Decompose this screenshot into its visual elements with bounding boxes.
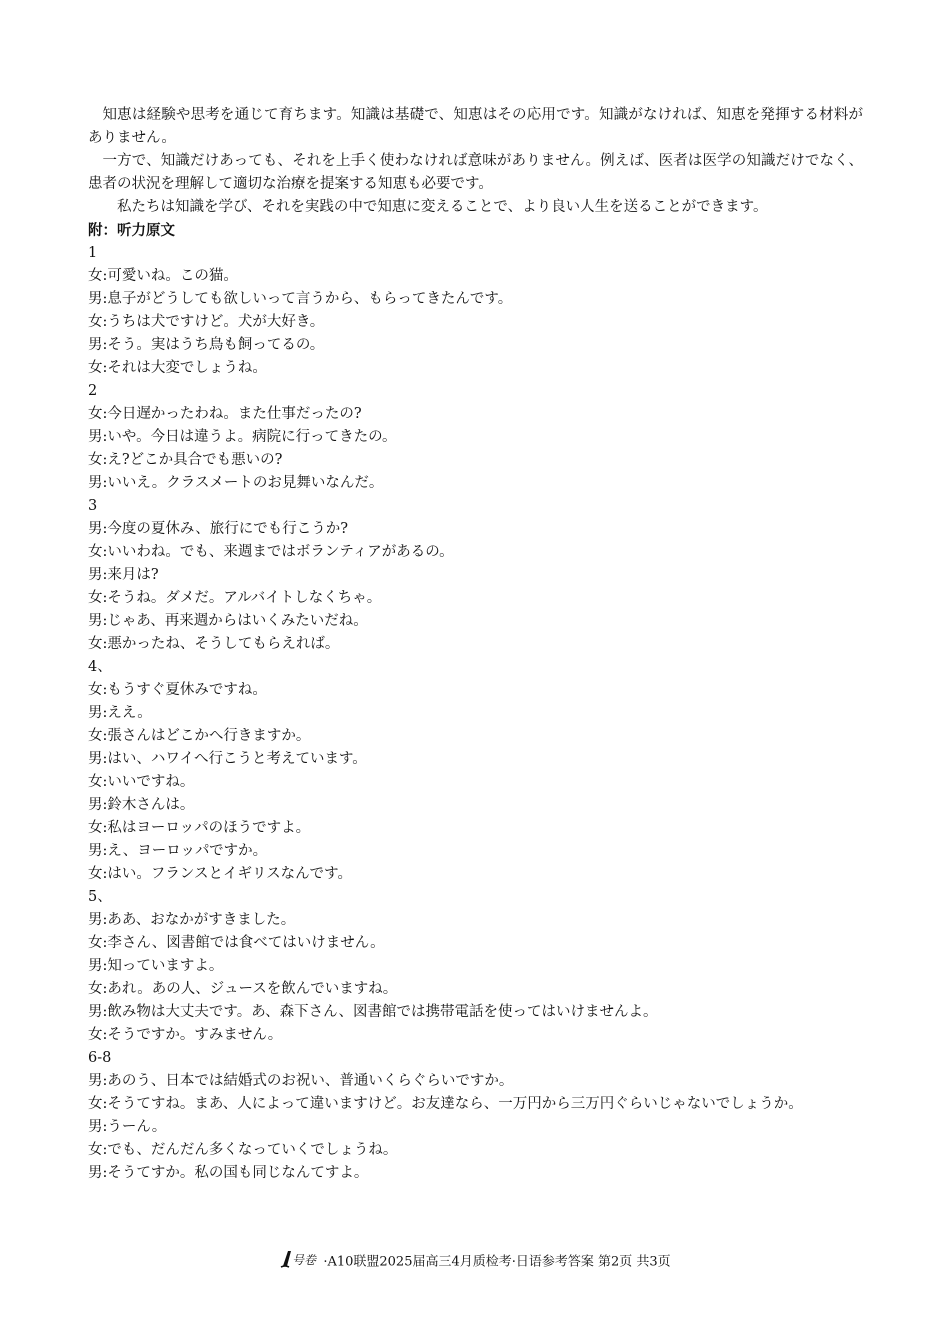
dialogue-line [88,932,863,955]
dialogue-line [88,1001,863,1024]
dialogue-line [88,334,863,357]
utterance-text: 鈴木さんは。 [107,797,195,813]
utterance-text: 李さん、図書館では食べてはいけません。 [107,935,385,951]
speaker-colon: : [102,774,108,790]
speaker-colon: : [102,268,108,284]
dialogue-line [88,472,863,495]
speaker-colon: : [102,682,108,698]
speaker-colon: : [102,820,108,836]
speaker-colon: : [102,613,108,629]
speaker-label: 女 [88,452,103,468]
passage-paragraph-2: 一方で、知識だけあっても、それを上手く使わなければ意味がありません。例えば、医者は医学の知識だけでなく、患者の状況を理解して適切な治療を提案する知恵も必要です。 [88,153,863,192]
utterance-text: いや。今日は違うよ。病院に行ってきたの。 [107,429,397,445]
section-number: 1 [88,245,98,261]
utterance-text: いいですね。 [107,774,195,790]
dialogue-line [88,541,863,564]
speaker-colon: : [102,360,108,376]
utterance-text: 来月は? [107,567,159,583]
speaker-colon: : [102,1165,108,1181]
speaker-label: 男 [88,705,103,721]
speaker-label: 女 [88,360,103,376]
utterance-text: え?どこか具合でも悪いの? [107,452,283,468]
transcript-heading: 附：听力原文 [88,222,175,239]
utterance-text: いいわね。でも、来週まではボランティアがあるの。 [107,544,454,560]
speaker-label: 女 [88,981,103,997]
utterance-text: はい。フランスとイギリスなんです。 [107,866,353,882]
dialogue-line [88,426,863,449]
speaker-label: 女 [88,544,103,560]
dialogue-line [88,610,863,633]
speaker-colon: : [102,705,108,721]
speaker-colon: : [102,958,108,974]
dialogue-line [88,403,863,426]
dialogue-line [88,702,863,725]
speaker-colon: : [102,291,108,307]
utterance-text: 知っていますよ。 [107,958,224,974]
utterance-text: もうすぐ夏休みですね。 [107,682,267,698]
dialogue-line [88,771,863,794]
utterance-text: 今度の夏休み、旅行にでも行こうか? [107,521,349,537]
utterance-text: え、ヨーロッパですか。 [107,843,268,859]
dialogue-line [88,748,863,771]
dialogue-line [88,1139,863,1162]
speaker-colon: : [102,866,108,882]
dialogue-line [88,265,863,288]
utterance-text: そうてすね。まあ、人によって違いますけど。お友達なら、一万円から三万円ぐらいじゃないでしょうか。 [107,1096,803,1112]
utterance-text: そうね。ダメだ。アルバイトしなくちゃ。 [107,590,382,606]
speaker-colon: : [102,751,108,767]
utterance-text: あのう、日本では結婚式のお祝い、普通いくらぐらいですか。 [107,1073,514,1089]
dialogue-line [88,1024,863,1047]
utterance-text: 可愛いね。この猫。 [107,268,238,284]
speaker-colon: : [102,1004,108,1020]
speaker-colon: : [102,797,108,813]
section-number: 4、 [88,659,112,675]
section-number: 3 [88,498,98,514]
utterance-text: 私はヨーロッパのほうですよ。 [107,820,311,836]
speaker-colon: : [102,337,108,353]
speaker-label: 女 [88,935,103,951]
speaker-colon: : [102,429,108,445]
section-number: 2 [88,383,98,399]
dialogue-line [88,679,863,702]
utterance-text: 飲み物は大丈夫です。あ、森下さん、図書館では携帯電話を使ってはいけませんよ。 [107,1004,658,1020]
footer-text: ·A10联盟2025届高三4月质检考·日语参考答案 第2页 共3页 [323,1254,671,1270]
speaker-colon: : [102,567,108,583]
dialogue-line [88,311,863,334]
utterance-text: 息子がどうしても欲しいって言うから、もらってきたんです。 [107,291,513,307]
speaker-label: 男 [88,912,103,928]
speaker-label: 女 [88,1027,103,1043]
dialogue-line [88,288,863,311]
utterance-text: 張さんはどこかへ行きますか。 [107,728,311,744]
speaker-label: 男 [88,475,103,491]
dialogue-line [88,794,863,817]
transcript-sections [88,242,863,1185]
speaker-label: 男 [88,797,103,813]
section-number: 6-8 [88,1050,112,1066]
utterance-text: ああ、おなかがすきました。 [107,912,296,928]
dialogue-line [88,725,863,748]
speaker-colon: : [102,314,108,330]
page-footer [0,1248,950,1277]
dialogue-line [88,817,863,840]
speaker-label: 女 [88,314,103,330]
speaker-label: 女 [88,590,103,606]
speaker-label: 男 [88,1073,103,1089]
utterance-text: いいえ。クラスメートのお見舞いなんだ。 [107,475,384,491]
speaker-label: 女 [88,1142,103,1158]
speaker-colon: : [102,1027,108,1043]
speaker-colon: : [102,475,108,491]
speaker-colon: : [102,544,108,560]
dialogue-line [88,587,863,610]
speaker-colon: : [102,1096,108,1112]
speaker-label: 男 [88,958,103,974]
dialogue-line [88,1070,863,1093]
speaker-label: 男 [88,751,103,767]
utterance-text: ええ。 [107,705,152,721]
speaker-colon: : [102,1142,108,1158]
speaker-label: 男 [88,1165,103,1181]
dialogue-line [88,955,863,978]
publisher-logo-icon [279,1248,319,1277]
dialogue-line [88,978,863,1001]
dialogue-line [88,633,863,656]
speaker-colon: : [102,912,108,928]
dialogue-line [88,357,863,380]
speaker-label: 男 [88,567,103,583]
speaker-colon: : [102,981,108,997]
passage-paragraph-1: 知恵は経験や思考を通じて育ちます。知識は基礎で、知恵はその応用です。知識がなければ、知恵を発揮する材料がありません。 [88,107,863,146]
utterance-text: はい、ハワイへ行こうと考えています。 [107,751,367,767]
utterance-text: そうですか。すみません。 [107,1027,283,1043]
speaker-label: 女 [88,866,103,882]
dialogue-line [88,449,863,472]
utterance-text: うちは犬ですけど。犬が大好き。 [107,314,325,330]
speaker-label: 男 [88,521,103,537]
dialogue-line [88,1116,863,1139]
speaker-label: 女 [88,774,103,790]
speaker-colon: : [102,406,108,422]
utterance-text: あれ。あの人、ジュースを飲んでいますね。 [107,981,398,997]
utterance-text: そうてすか。私の国も同じなんてすよ。 [107,1165,369,1181]
passage-paragraph-3: 私たちは知識を学び、それを実践の中で知恵に変えることで、より良い人生を送ることができます。 [117,199,768,215]
dialogue-line [88,909,863,932]
speaker-colon: : [102,1073,108,1089]
speaker-label: 男 [88,613,103,629]
utterance-text: 悪かったね、そうしてもらえれば。 [107,636,340,652]
svg-text:号卷: 号卷 [292,1253,317,1267]
speaker-label: 女 [88,1096,103,1112]
dialogue-line [88,1162,863,1185]
speaker-label: 女 [88,268,103,284]
section-number: 5、 [88,889,112,905]
dialogue-line [88,840,863,863]
utterance-text: じゃあ、再来週からはいくみたいだね。 [107,613,368,629]
utterance-text: うーん。 [107,1119,167,1135]
dialogue-line [88,564,863,587]
speaker-colon: : [102,521,108,537]
speaker-label: 女 [88,820,103,836]
speaker-colon: : [102,1119,108,1135]
speaker-label: 男 [88,1004,103,1020]
utterance-text: それは大変でしょうね。 [107,360,267,376]
speaker-label: 女 [88,682,103,698]
speaker-colon: : [102,728,108,744]
speaker-label: 男 [88,291,103,307]
speaker-colon: : [102,636,108,652]
speaker-label: 女 [88,636,103,652]
utterance-text: でも、だんだん多くなっていくでしょうね。 [107,1142,398,1158]
speaker-colon: : [102,935,108,951]
utterance-text: 今日遅かったわね。また仕事だったの? [107,406,362,422]
speaker-label: 男 [88,337,103,353]
speaker-colon: : [102,590,108,606]
utterance-text: そう。実はうち鳥も飼ってるの。 [107,337,325,353]
speaker-label: 女 [88,406,103,422]
document-body [88,104,863,1185]
speaker-colon: : [102,843,108,859]
speaker-colon: : [102,452,108,468]
dialogue-line [88,863,863,886]
dialogue-line [88,1093,863,1116]
speaker-label: 男 [88,429,103,445]
speaker-label: 男 [88,843,103,859]
speaker-label: 男 [88,1119,103,1135]
speaker-label: 女 [88,728,103,744]
dialogue-line [88,518,863,541]
